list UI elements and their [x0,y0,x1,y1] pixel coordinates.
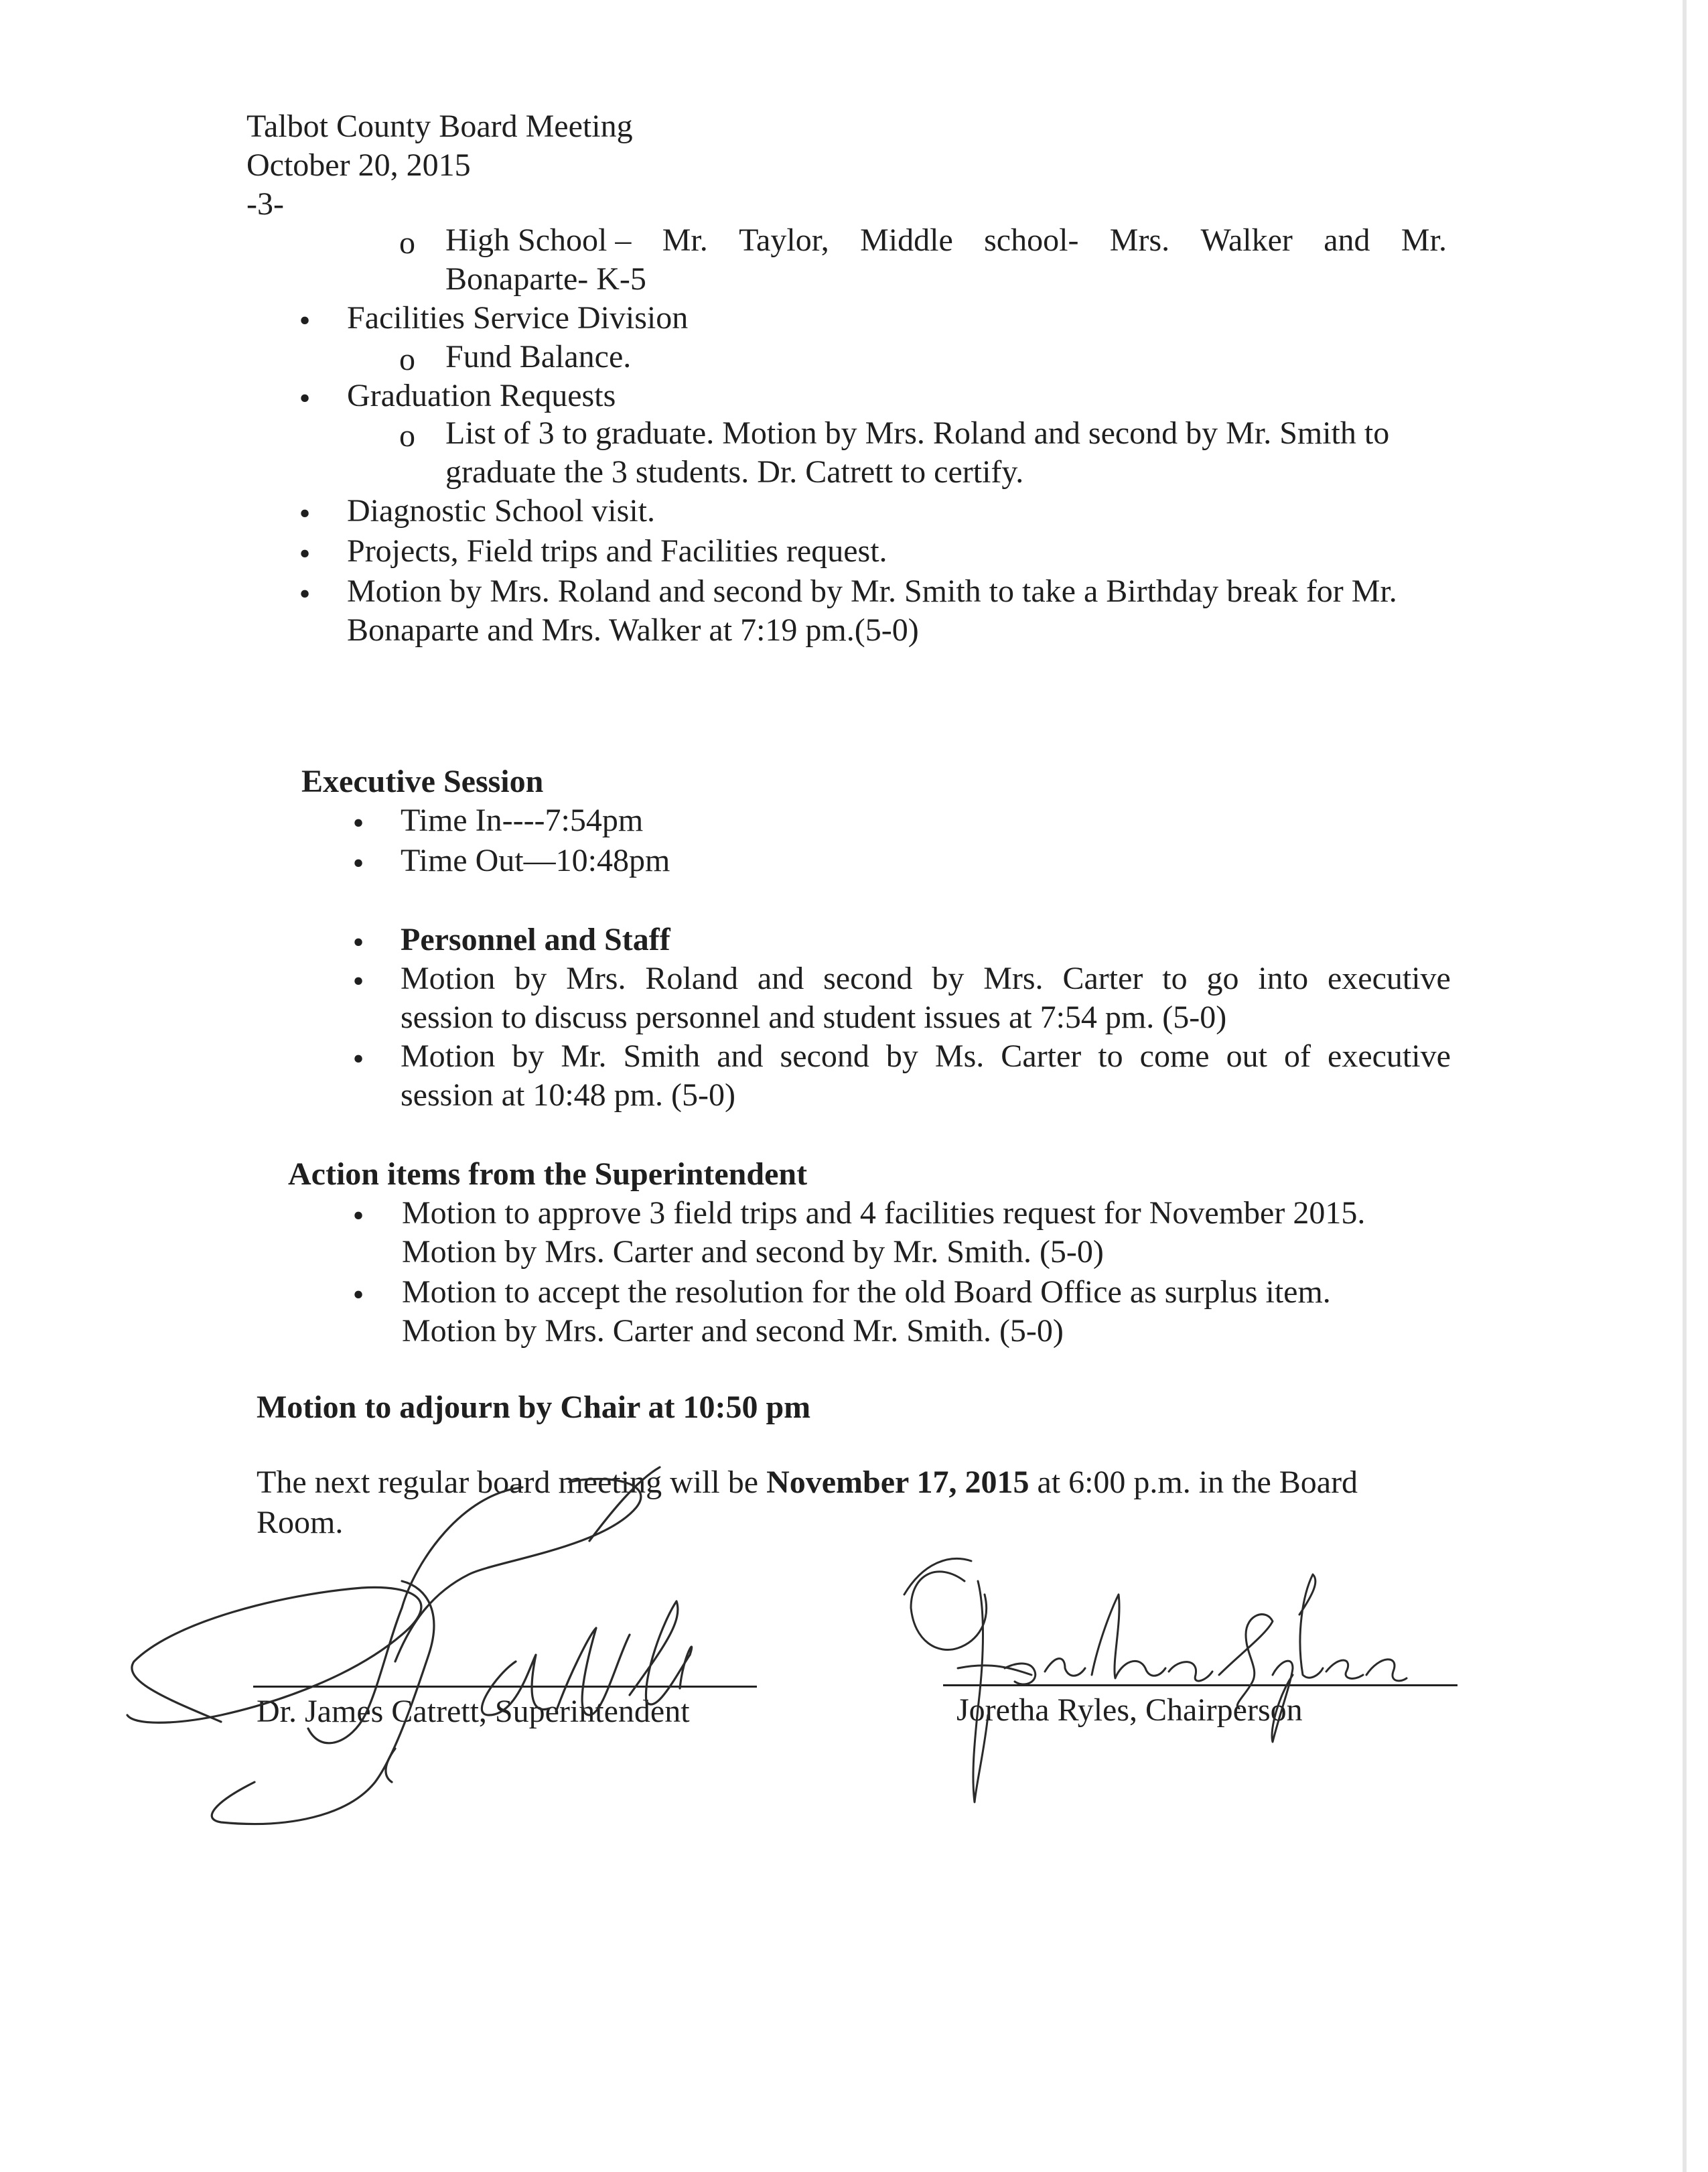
bullet-dot: • [299,303,311,338]
word: second [823,961,913,996]
time-in: Time In----7:54pm [401,803,644,838]
word: Mrs. [1109,222,1170,258]
word: Carter [1062,961,1143,996]
bullet-dot: • [352,845,364,881]
word: Carter [1001,1038,1082,1074]
word: and [717,1038,764,1074]
action-surplus: Motion to accept the resolution for the old Board Office as surplus item. [402,1274,1331,1310]
bullet-dot: • [299,381,311,416]
word: Middle [860,222,953,258]
list-item-text: session to discuss personnel and student issues at 7:54 pm. (5-0) [401,1000,1227,1035]
circle-bullet: o [399,342,415,377]
bullet-dot: • [299,496,311,531]
time-out: Time Out—10:48pm [401,843,670,878]
word: Walker [1200,222,1293,258]
meeting-title: Talbot County Board Meeting [246,109,633,144]
word: to [1162,961,1188,996]
word: to [1098,1038,1123,1074]
next-meeting-prefix: The next regular board meeting will be [257,1465,767,1500]
word: out [1226,1038,1267,1074]
circle-bullet: o [399,225,415,261]
list-item-text: Bonaparte- K-5 [445,261,646,297]
adjourn-motion: Motion to adjourn by Chair at 10:50 pm [257,1389,811,1425]
bullet-dot: • [352,925,364,960]
next-meeting-room: Room. [257,1505,344,1540]
word: Mr. [561,1038,607,1074]
superintendent-name: Dr. James Catrett, Superintendent [257,1694,690,1729]
list-item-diagnostic: Diagnostic School visit. [347,493,655,529]
word: Taylor, [739,222,829,258]
page-number: -3- [246,186,284,222]
word: High School – [445,222,632,258]
word: Mr. [662,222,708,258]
section-heading: Action items from the Superintendent [288,1156,808,1192]
list-item-fund-balance: Fund Balance. [445,339,632,375]
word: Motion [401,961,496,996]
list-item-text: Motion by Mrs. Carter and second by Mr. Smith. (5-0) [402,1234,1104,1270]
word: Ms. [934,1038,985,1074]
word: by [512,1038,545,1074]
bullet-dot: • [352,805,364,841]
list-item-text: session at 10:48 pm. (5-0) [401,1077,735,1113]
chair-name: Joretha Ryles, Chairperson [956,1692,1303,1728]
word: of [1284,1038,1311,1074]
list-item-text: Motion by Mrs. Carter and second Mr. Smith. (5-0) [402,1313,1064,1349]
bullet-dot: • [352,1277,364,1312]
scan-edge [1683,0,1687,2172]
word: school- [984,222,1079,258]
word: by [932,961,965,996]
word: Mrs. [983,961,1044,996]
word: executive [1328,1038,1451,1074]
word: second [780,1038,869,1074]
word: come [1139,1038,1210,1074]
word: and [757,961,804,996]
meeting-date: October 20, 2015 [246,147,471,183]
list-item-facilities: Facilities Service Division [347,300,689,336]
action-field-trips: Motion to approve 3 field trips and 4 facilities request for November 2015. [402,1195,1366,1231]
word: and [1324,222,1370,258]
bullet-dot: • [299,536,311,571]
bullet-dot: • [352,1198,364,1233]
word: executive [1327,961,1451,996]
word: into [1258,961,1309,996]
personnel-heading: Personnel and Staff [401,922,670,957]
word: Smith [623,1038,701,1074]
circle-bullet: o [399,418,415,454]
list-item-graduation: Graduation Requests [347,378,616,413]
word: Mr. [1401,222,1447,258]
word: go [1206,961,1239,996]
word: Mrs. [566,961,626,996]
section-heading: Executive Session [301,764,544,799]
list-item-text: Bonaparte and Mrs. Walker at 7:19 pm.(5-0) [347,612,919,648]
word: Motion [401,1038,496,1074]
bullet-dot: • [352,963,364,999]
word: by [885,1038,918,1074]
list-item-text: graduate the 3 students. Dr. Catrett to certify. [445,454,1024,490]
list-item-birthday-motion: Motion by Mrs. Roland and second by Mr. Smith to take a Birthday break for Mr. [347,573,1397,609]
bullet-dot: • [352,1041,364,1077]
next-meeting-suffix: at 6:00 p.m. in the Board [1029,1465,1358,1500]
next-meeting-date: November 17, 2015 [766,1465,1029,1500]
word: by [514,961,547,996]
bullet-dot: • [299,576,311,612]
list-item-graduate-motion: List of 3 to graduate. Motion by Mrs. Roland and second by Mr. Smith to [445,415,1390,451]
word: Roland [645,961,739,996]
list-item-projects: Projects, Field trips and Facilities request. [347,533,887,569]
